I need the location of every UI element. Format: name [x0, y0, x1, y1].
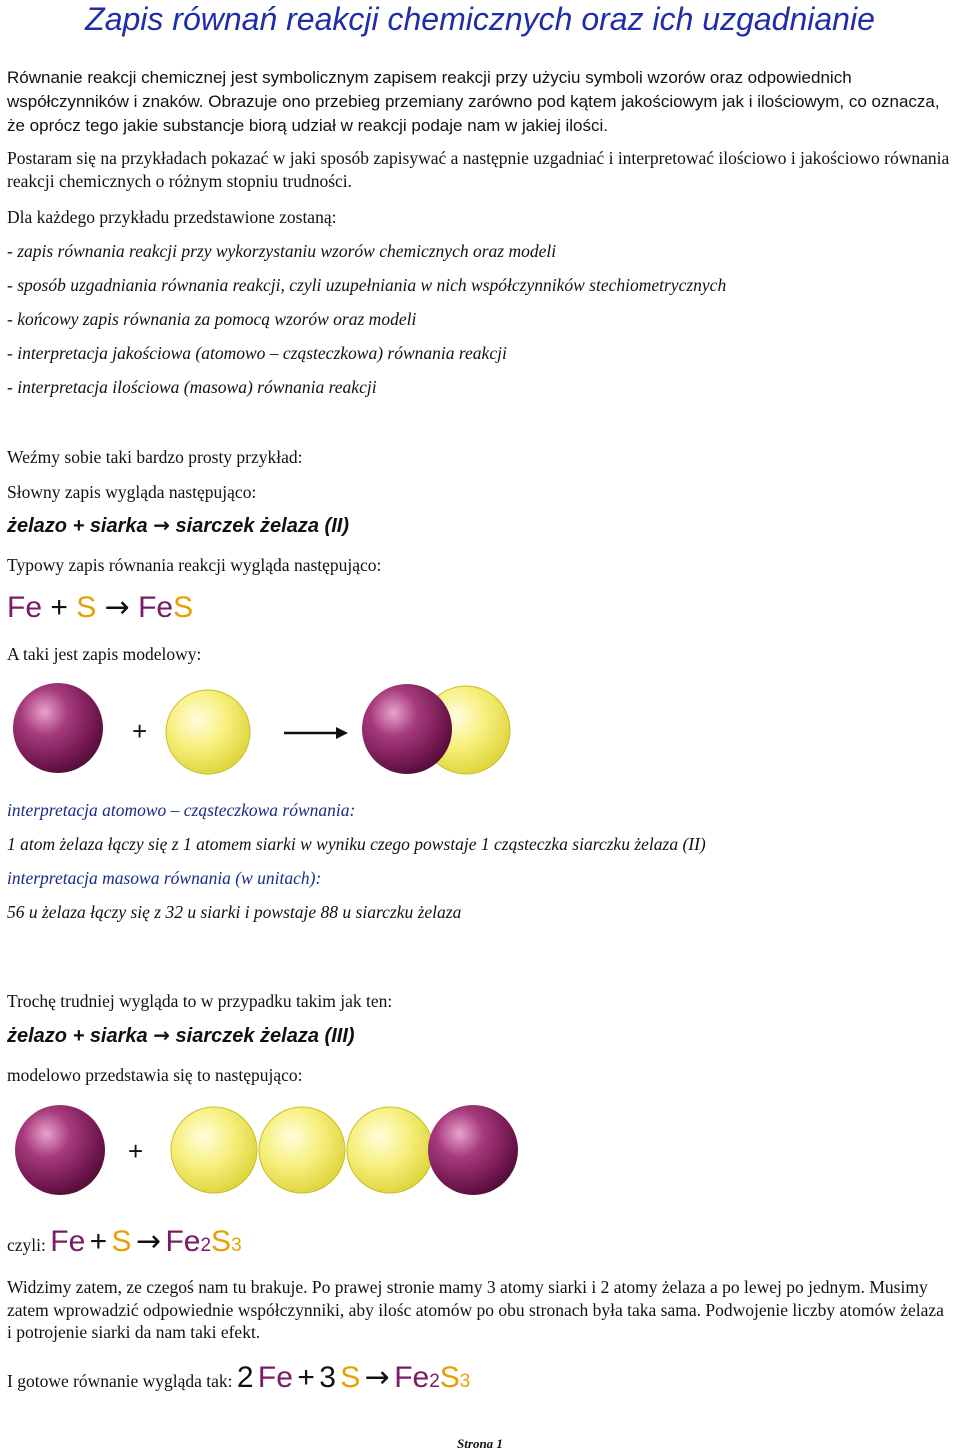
- example1-mass-interpretation: 56 u żelaza łączy się z 32 u siarki i powstaje 88 u siarczku żelaza: [7, 902, 462, 922]
- list-item: - interpretacja ilościowa (masowa) równania reakcji: [7, 377, 377, 397]
- list-item: - końcowy zapis równania za pomocą wzorów oraz modeli: [7, 309, 417, 329]
- plus-sign: +: [132, 716, 148, 746]
- example1-atomic-interpretation-label: interpretacja atomowo – cząsteczkowa równania:: [7, 800, 356, 820]
- example1-atomic-interpretation: 1 atom żelaza łączy się z 1 atomem siarki w wyniku czego powstaje 1 cząsteczka siarczku żelaza (II): [7, 834, 706, 854]
- example1-lead: Weźmy sobie taki bardzo prosty przykład:: [7, 447, 303, 467]
- iron-atom: [428, 1105, 518, 1195]
- iron-atom: [362, 684, 452, 774]
- example2-word-equation: żelazo + siarka → siarczek żelaza (III): [7, 1023, 355, 1047]
- list-item: - zapis równania reakcji przy wykorzystaniu wzorów chemicznych oraz modeli: [7, 241, 557, 261]
- arrow-icon: →: [104, 590, 130, 625]
- arrow-icon: →: [364, 1360, 390, 1395]
- intro-paragraph-2: Postaram się na przykładach pokazać w jaki sposób zapisywać a następnie uzgadniać i interpretować ilościowo i jakościowo równania reakcji chemicznych o różnym stopniu trudności.: [7, 148, 950, 191]
- example2-model-label: modelowo przedstawia się to następująco:: [7, 1065, 303, 1085]
- example1-typical-label: Typowy zapis równania reakcji wygląda następująco:: [7, 555, 382, 575]
- example2-lead: Trochę trudniej wygląda to w przypadku takim jak ten:: [7, 991, 393, 1011]
- arrow-icon: →: [135, 1224, 162, 1259]
- list-item: - sposób uzgadniania równania reakcji, czyli uzupełniania w nich współczynników stechiometrycznych: [7, 275, 727, 295]
- sulfur-atom: [171, 1107, 257, 1193]
- arrow-icon: →: [153, 513, 170, 537]
- example1-model-label: A taki jest zapis modelowy:: [7, 644, 202, 664]
- sulfur-atom: [166, 690, 250, 774]
- intro-paragraph-1: Równanie reakcji chemicznej jest symbolicznym zapisem reakcji przy użyciu symboli wzorów oraz odpowiednich współczynników i znaków. Obrazuje ono przebieg przemiany zarówno pod kątem jakościowym jak i ilościowym, co oznacza, że oprócz tego jakie substancje biorą udział w reakcji podaje nam w jakiej ilości.: [7, 68, 940, 135]
- example2-equation-line: czyli: Fe + S → Fe2S3: [7, 1224, 242, 1259]
- iron-atom: [15, 1105, 105, 1195]
- example1-mass-interpretation-label: interpretacja masowa równania (w unitach):: [7, 868, 322, 888]
- intro-paragraph-3: Dla każdego przykładu przedstawione zostaną:: [7, 207, 337, 227]
- list-item: - interpretacja jakościowa (atomowo – cząsteczkowa) równania reakcji: [7, 343, 507, 363]
- example2-explanation: Widzimy zatem, ze czegoś nam tu brakuje. Po prawej stronie mamy 3 atomy siarki i 2 atomy żelaza a po lewej po jednym. Musimy zatem wprowadzić odpowiednie współczynniki, aby ilośc atomów po obu stronach była taka sama. Podwojenie liczby atomów żelaza i potrojenie siarki da nam taki efekt.: [7, 1277, 944, 1342]
- example2-final-equation-line: I gotowe równanie wygląda tak: 2 Fe + 3 S → Fe2S3: [7, 1360, 471, 1395]
- sulfur-atom: [259, 1107, 345, 1193]
- arrow-icon: →: [153, 1023, 170, 1047]
- arrow-icon: [284, 727, 348, 739]
- example1-word-equation: żelazo + siarka → siarczek żelaza (II): [7, 513, 349, 537]
- reaction-model-fe2s3-start: [0, 1098, 560, 1202]
- iron-atom: [13, 683, 103, 773]
- reaction-model-fes: [0, 672, 540, 790]
- page-title: Zapis równań reakcji chemicznych oraz ich uzgadnianie: [85, 1, 875, 37]
- example1-words-label: Słowny zapis wygląda następująco:: [7, 482, 257, 502]
- plus-sign: +: [128, 1136, 144, 1166]
- example1-chemical-equation: Fe + S → FeS: [7, 590, 194, 625]
- sulfur-atom: [347, 1107, 433, 1193]
- page-number: Strona 1: [457, 1436, 503, 1451]
